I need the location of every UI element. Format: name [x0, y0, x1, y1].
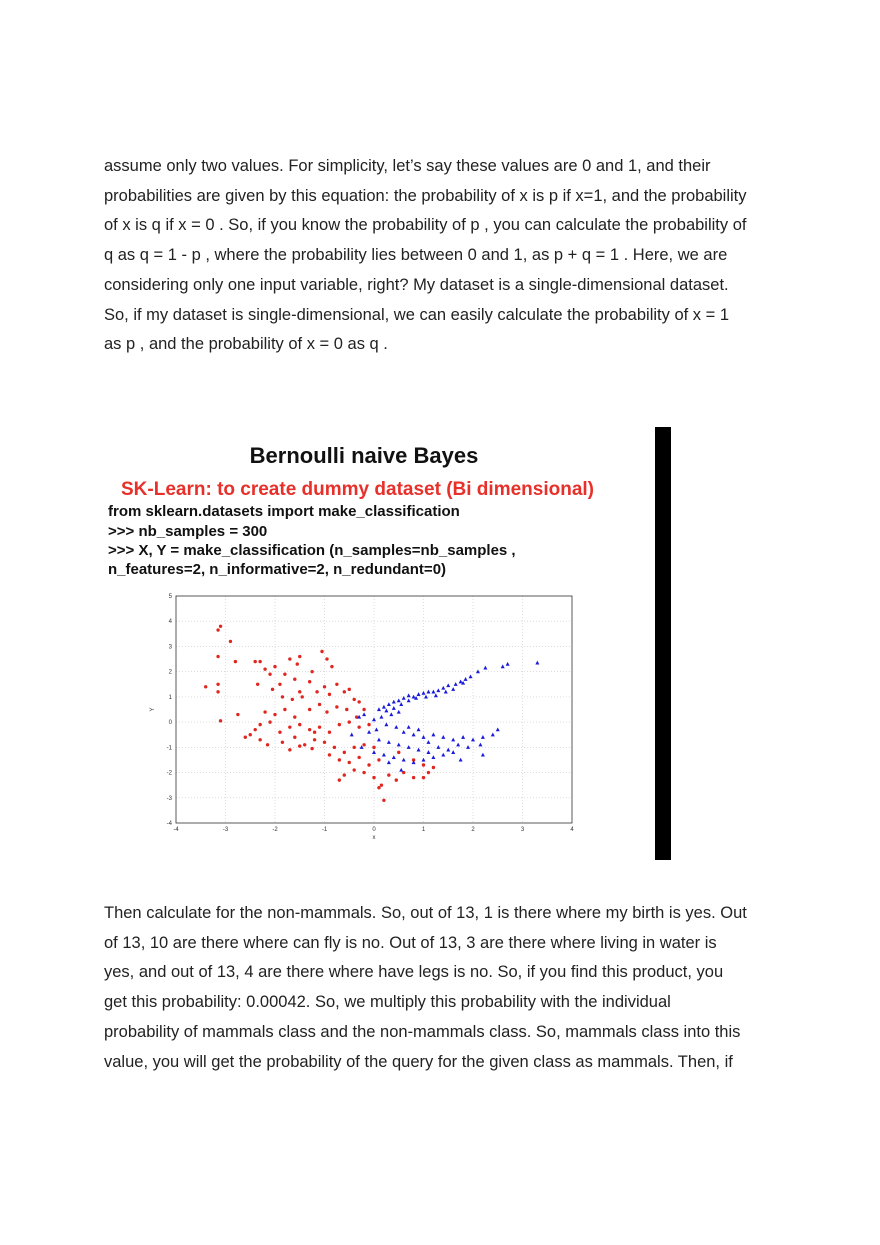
data-point-class-0	[263, 710, 266, 713]
data-point-class-0	[288, 657, 291, 660]
data-point-class-1	[407, 725, 411, 729]
y-tick-label: 3	[168, 644, 172, 651]
data-point-class-0	[216, 628, 219, 631]
data-point-class-0	[229, 640, 232, 643]
data-point-class-1	[377, 707, 381, 711]
data-point-class-1	[382, 753, 386, 757]
data-point-class-1	[392, 755, 396, 759]
data-point-class-0	[387, 773, 390, 776]
x-tick-label: 2	[471, 827, 475, 833]
data-point-class-1	[367, 730, 371, 734]
data-point-class-0	[301, 695, 304, 698]
data-point-class-1	[441, 686, 445, 690]
x-tick-label: 0	[372, 827, 376, 833]
text-line: of 13, 10 are there where can fly is no. Out of 13, 3 are there where living in water is	[104, 933, 717, 952]
text-line: probabilities are given by this equation: the probability of x is p if x=1, and the probability	[104, 186, 747, 205]
y-tick-label: -1	[166, 745, 172, 752]
data-point-class-1	[389, 712, 393, 716]
x-tick-label: -4	[173, 827, 179, 833]
data-point-class-1	[379, 715, 383, 719]
data-point-class-0	[330, 665, 333, 668]
data-point-class-1	[496, 727, 500, 731]
data-point-class-1	[426, 740, 430, 744]
data-point-class-0	[338, 723, 341, 726]
data-point-class-1	[491, 733, 495, 737]
data-point-class-0	[343, 690, 346, 693]
data-point-class-0	[348, 688, 351, 691]
data-point-class-1	[441, 735, 445, 739]
data-point-class-0	[283, 672, 286, 675]
data-point-class-0	[308, 708, 311, 711]
data-point-class-0	[278, 683, 281, 686]
y-tick-label: -2	[166, 770, 172, 777]
data-point-class-0	[318, 725, 321, 728]
data-point-class-1	[412, 733, 416, 737]
data-point-class-1	[374, 727, 378, 731]
data-point-class-0	[362, 708, 365, 711]
slide-subtitle: SK-Learn: to create dummy dataset (Bi dimensional)	[121, 479, 594, 500]
data-point-class-0	[263, 667, 266, 670]
data-point-class-0	[244, 736, 247, 739]
y-tick-label: 5	[168, 594, 172, 600]
x-tick-label: 3	[520, 827, 525, 833]
data-point-class-0	[254, 660, 257, 663]
data-point-class-0	[422, 776, 425, 779]
data-point-class-1	[387, 740, 391, 744]
vertical-black-bar	[655, 427, 671, 860]
x-tick-label: -3	[222, 827, 229, 833]
data-point-class-0	[283, 708, 286, 711]
data-point-class-0	[281, 741, 284, 744]
data-point-class-0	[432, 766, 435, 769]
data-point-class-0	[372, 746, 375, 749]
data-point-class-0	[320, 650, 323, 653]
data-point-class-1	[456, 743, 460, 747]
data-point-class-0	[298, 655, 301, 658]
data-point-class-0	[377, 786, 380, 789]
data-point-class-0	[266, 743, 269, 746]
data-point-class-1	[407, 698, 411, 702]
data-point-class-0	[254, 728, 257, 731]
text-line: Then calculate for the non-mammals. So, out of 13, 1 is there where my birth is yes. Out	[104, 904, 747, 922]
scatter-plot	[104, 437, 624, 853]
data-point-class-0	[318, 703, 321, 706]
data-point-class-1	[483, 666, 487, 670]
data-point-class-0	[288, 725, 291, 728]
data-point-class-0	[353, 746, 356, 749]
data-point-class-0	[216, 655, 219, 658]
data-point-class-0	[249, 733, 252, 736]
data-point-class-0	[345, 708, 348, 711]
data-point-class-1	[397, 710, 401, 714]
data-point-class-1	[372, 717, 376, 721]
data-point-class-0	[291, 698, 294, 701]
data-point-class-0	[367, 763, 370, 766]
data-point-class-1	[399, 702, 403, 706]
data-point-class-0	[372, 776, 375, 779]
data-point-class-1	[387, 760, 391, 764]
data-point-class-0	[343, 751, 346, 754]
data-point-class-0	[268, 720, 271, 723]
data-point-class-0	[216, 683, 219, 686]
data-point-class-1	[402, 758, 406, 762]
data-point-class-0	[281, 695, 284, 698]
data-point-class-0	[308, 680, 311, 683]
data-point-class-0	[412, 776, 415, 779]
data-point-class-1	[407, 693, 411, 697]
data-point-class-0	[328, 753, 331, 756]
data-point-class-0	[298, 723, 301, 726]
data-point-class-1	[397, 743, 401, 747]
data-point-class-0	[219, 719, 222, 722]
data-point-class-1	[384, 709, 388, 713]
text-line: value, you will get the probability of the query for the given class as mammals. Then, if	[104, 1052, 733, 1071]
data-point-class-1	[362, 712, 366, 716]
y-tick-label: -3	[166, 795, 172, 802]
code-line: >>> nb_samples = 300	[108, 523, 268, 540]
data-point-class-1	[436, 688, 440, 692]
data-point-class-0	[271, 688, 274, 691]
x-tick-label: -2	[272, 827, 278, 833]
data-point-class-0	[323, 741, 326, 744]
data-point-class-1	[384, 722, 388, 726]
data-point-class-1	[461, 735, 465, 739]
data-point-class-0	[422, 763, 425, 766]
data-point-class-0	[313, 738, 316, 741]
data-point-class-0	[325, 710, 328, 713]
text-line: q as q = 1 - p , where the probability lies between 0 and 1, as p + q = 1 . Here, we are	[104, 246, 728, 265]
data-point-class-0	[313, 731, 316, 734]
data-point-class-1	[469, 675, 473, 679]
y-tick-label: 0	[168, 720, 172, 727]
data-point-class-1	[441, 753, 445, 757]
data-point-class-1	[387, 702, 391, 706]
bottom-paragraph	[104, 899, 794, 1077]
data-point-class-0	[328, 693, 331, 696]
data-point-class-0	[377, 758, 380, 761]
data-point-class-1	[424, 695, 428, 699]
text-line: of x is q if x = 0 . So, if you know the probability of p , you can calculate the probability of	[104, 216, 747, 235]
code-line: >>> X, Y = make_classification (n_samples=nb_samples ,	[108, 542, 516, 559]
data-point-class-0	[362, 771, 365, 774]
data-point-class-1	[434, 693, 438, 697]
data-point-class-0	[315, 690, 318, 693]
data-point-class-1	[402, 696, 406, 700]
text-line: assume only two values. For simplicity, let’s say these values are 0 and 1, and their	[104, 157, 711, 175]
data-point-class-1	[422, 735, 426, 739]
text-line: get this probability: 0.00042. So, we multiply this probability with the individual	[104, 993, 671, 1012]
x-tick-label: 1	[421, 827, 426, 833]
data-point-class-1	[417, 727, 421, 731]
data-point-class-0	[325, 657, 328, 660]
text-line: as p , and the probability of x = 0 as q .	[104, 335, 388, 354]
data-point-class-1	[417, 692, 421, 696]
data-point-class-1	[399, 768, 403, 772]
data-point-class-1	[372, 750, 376, 754]
data-point-class-1	[535, 661, 539, 665]
data-point-class-1	[426, 690, 430, 694]
y-tick-label: 2	[168, 669, 172, 676]
text-line: So, if my dataset is single-dimensional, we can easily calculate the probability of x = 1	[104, 305, 730, 324]
data-point-class-1	[451, 738, 455, 742]
data-point-class-0	[258, 660, 261, 663]
data-point-class-0	[335, 683, 338, 686]
data-point-class-1	[459, 680, 463, 684]
data-point-class-1	[481, 753, 485, 757]
y-tick-label: 4	[168, 619, 172, 626]
data-point-class-0	[380, 783, 383, 786]
data-point-class-0	[328, 731, 331, 734]
data-point-class-0	[273, 713, 276, 716]
data-point-class-0	[236, 713, 239, 716]
data-point-class-0	[258, 738, 261, 741]
data-point-class-1	[402, 730, 406, 734]
data-point-class-0	[296, 662, 299, 665]
data-point-class-0	[273, 665, 276, 668]
data-point-class-0	[298, 690, 301, 693]
slide-figure	[104, 437, 624, 853]
data-point-class-1	[431, 733, 435, 737]
data-point-class-1	[478, 743, 482, 747]
data-point-class-1	[397, 698, 401, 702]
data-point-class-1	[431, 755, 435, 759]
data-point-class-0	[427, 771, 430, 774]
data-point-class-1	[412, 695, 416, 699]
text-line: probability of mammals class and the non-mammals class. So, mammals class into this	[104, 1022, 741, 1041]
data-point-class-0	[353, 698, 356, 701]
data-point-class-0	[338, 778, 341, 781]
data-point-class-0	[397, 751, 400, 754]
text-line: yes, and out of 13, 4 are there where have legs is no. So, if you find this product, you	[104, 963, 724, 982]
data-point-class-0	[303, 743, 306, 746]
data-point-class-1	[444, 690, 448, 694]
data-point-class-1	[377, 738, 381, 742]
data-point-class-0	[323, 685, 326, 688]
data-point-class-0	[310, 747, 313, 750]
data-point-class-0	[338, 758, 341, 761]
y-axis-label: Y	[150, 707, 156, 712]
top-paragraph	[104, 152, 794, 360]
text-line: considering only one input variable, right? My dataset is a single-dimensional dataset.	[104, 275, 729, 294]
data-point-class-1	[451, 750, 455, 754]
x-tick-label: -1	[321, 827, 328, 833]
data-point-class-0	[204, 685, 207, 688]
data-point-class-0	[216, 690, 219, 693]
data-point-class-0	[348, 761, 351, 764]
data-point-class-0	[234, 660, 237, 663]
data-point-class-0	[258, 723, 261, 726]
data-point-class-0	[256, 683, 259, 686]
data-point-class-1	[392, 706, 396, 710]
data-point-class-1	[394, 725, 398, 729]
data-point-class-0	[348, 720, 351, 723]
data-point-class-1	[501, 664, 505, 668]
x-tick-label: 4	[570, 827, 574, 833]
data-point-class-0	[293, 715, 296, 718]
data-point-class-1	[350, 733, 354, 737]
data-point-class-1	[422, 691, 426, 695]
data-point-class-0	[382, 799, 385, 802]
data-point-class-1	[422, 758, 426, 762]
data-point-class-1	[454, 682, 458, 686]
data-point-class-1	[471, 738, 475, 742]
data-point-class-1	[407, 745, 411, 749]
data-point-class-0	[288, 748, 291, 751]
data-point-class-0	[268, 672, 271, 675]
data-point-class-1	[392, 700, 396, 704]
code-line: from sklearn.datasets import make_classification	[108, 503, 460, 520]
data-point-class-0	[367, 723, 370, 726]
data-point-class-1	[464, 677, 468, 681]
data-point-class-0	[357, 700, 360, 703]
data-point-class-0	[298, 744, 301, 747]
data-point-class-1	[466, 745, 470, 749]
data-point-class-0	[293, 678, 296, 681]
data-point-class-0	[308, 728, 311, 731]
data-point-class-0	[219, 625, 222, 628]
data-point-class-0	[357, 756, 360, 759]
data-point-class-0	[335, 705, 338, 708]
data-point-class-0	[353, 768, 356, 771]
data-point-class-1	[426, 750, 430, 754]
data-point-class-1	[459, 758, 463, 762]
data-point-class-0	[333, 746, 336, 749]
slide-title: Bernoulli naive Bayes	[249, 443, 479, 468]
data-point-class-1	[436, 745, 440, 749]
data-point-class-1	[446, 683, 450, 687]
data-point-class-1	[417, 748, 421, 752]
data-point-class-1	[506, 662, 510, 666]
data-point-class-0	[310, 670, 313, 673]
y-tick-label: -4	[166, 821, 172, 827]
data-point-class-0	[357, 725, 360, 728]
data-point-class-0	[362, 743, 365, 746]
data-point-class-0	[293, 736, 296, 739]
data-point-class-0	[395, 778, 398, 781]
y-tick-label: 1	[168, 694, 172, 701]
data-point-class-1	[481, 735, 485, 739]
data-point-class-0	[278, 731, 281, 734]
code-line: n_features=2, n_informative=2, n_redundant=0)	[108, 561, 447, 578]
data-point-class-1	[446, 748, 450, 752]
x-axis-label: x	[372, 835, 376, 841]
data-point-class-0	[343, 773, 346, 776]
data-point-class-1	[382, 705, 386, 709]
data-point-class-1	[451, 687, 455, 691]
data-point-class-1	[431, 690, 435, 694]
